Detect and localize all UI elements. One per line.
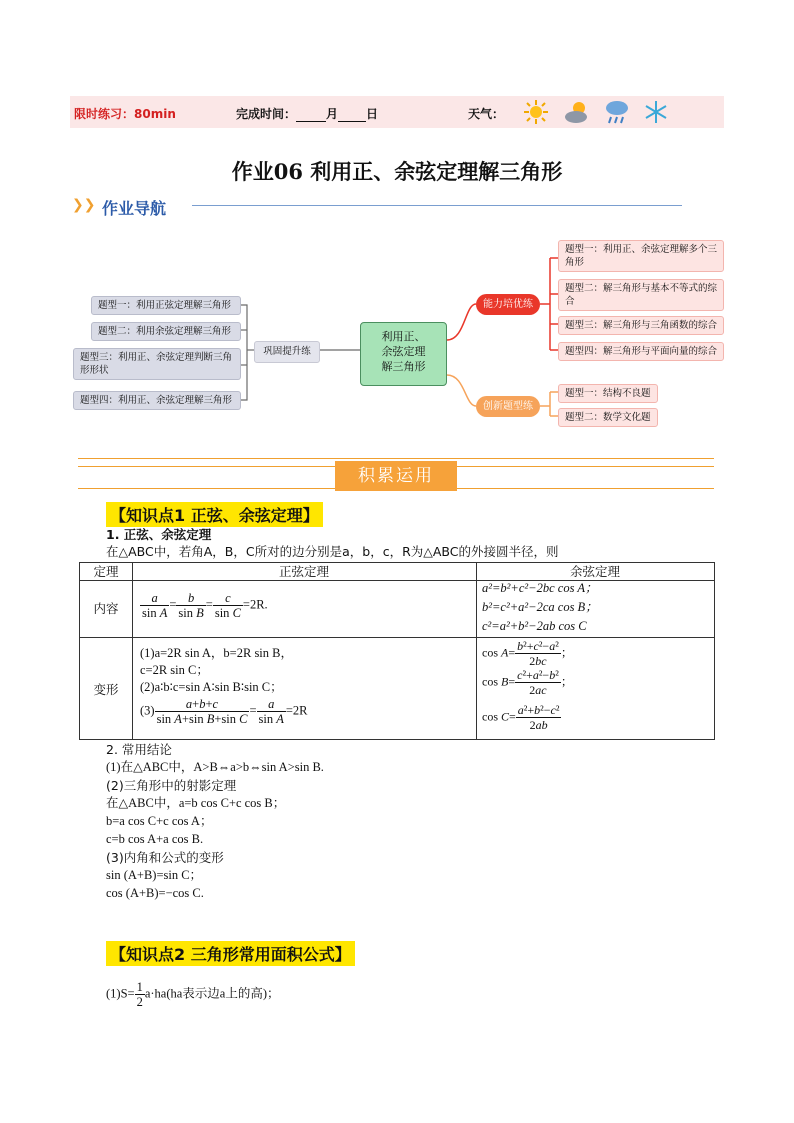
kp1-sub2: 2. 常用结论 xyxy=(106,742,172,757)
kp1-intro: 在△ABC中，若角A，B，C所对的边分别是a，b，c，R为△ABC的外接圆半径，则 xyxy=(106,544,559,559)
right-item-2: 题型二：解三角形与基本不等式的综合 xyxy=(558,279,724,311)
cosine-law-b: b²=c²+a²−2ca cos B； xyxy=(482,600,598,614)
cos-c-formula: cos C= $\frac{\text{a²+b²−c²}}{2ab}$ xyxy=(482,703,560,732)
weather-label: 天气： xyxy=(468,107,505,121)
right-item-6: 题型二：数学文化题 xyxy=(558,408,658,427)
conclusion-line-7: sin (A+B)=sin C； xyxy=(106,868,203,882)
center-node: 利用正、 余弦定理 解三角形 xyxy=(360,322,447,386)
sine-variant-1: (1)a=2R sin A，b=2R sin B， xyxy=(140,646,293,660)
branch-innovation: 创新题型练 xyxy=(476,396,540,417)
sine-law-formula: $\frac{a}{\text{sin A}}$ = $\frac{b}{\text{sin B}}$ = $\frac{c}{\text{sin C}}$ =2R. xyxy=(142,591,268,620)
snowflake-icon xyxy=(642,98,670,126)
left-item-2: 题型二：利用余弦定理解三角形 xyxy=(91,322,241,341)
row-label-variant: 变形 xyxy=(93,682,119,697)
right-item-5: 题型一：结构不良题 xyxy=(558,384,658,403)
conclusion-line-2: (2)三角形中的射影定理 xyxy=(106,778,237,793)
header-strip xyxy=(70,96,724,128)
conclusion-line-8: cos (A+B)=−cos C. xyxy=(106,886,204,900)
left-item-4: 题型四：利用正、余弦定理解三角形 xyxy=(73,391,241,410)
kp2-title: 【知识点2 三角形常用面积公式】 xyxy=(106,941,355,966)
cos-b-formula: cos B= $\frac{\text{c²+a²−b²}}{2ac}$ ； xyxy=(482,668,573,697)
area-formula-1: (1)S= $\frac{1}{2}$ a·ha(ha表示边a上的高)； xyxy=(106,980,280,1009)
nav-heading: 作业导航 xyxy=(102,199,167,218)
rain-icon xyxy=(602,98,632,126)
sine-variant-3: (3) $\frac{a+b+c}{\text{sin A+sin B+sin C}}$ = $\frac{a}{\text{sin A}}$ =2R xyxy=(140,697,308,726)
nav-divider xyxy=(192,205,682,206)
banner-line xyxy=(78,458,714,459)
branch-consolidate: 巩固提升练 xyxy=(254,341,320,363)
table-header-cosine: 余弦定理 xyxy=(569,564,620,579)
conclusion-line-1: (1)在△ABC中，A>B⇔a>b⇔sin A>sin B. xyxy=(106,760,324,774)
right-item-3: 题型三：解三角形与三角函数的综合 xyxy=(558,316,724,335)
row-label-content: 内容 xyxy=(93,601,119,616)
branch-ability: 能力培优练 xyxy=(476,294,540,315)
conclusion-line-6: (3)内角和公式的变形 xyxy=(106,850,224,865)
conclusion-line-4: b=a cos C+c cos A； xyxy=(106,814,213,828)
conclusion-line-3: 在△ABC中，a=b cos C+c cos B； xyxy=(106,796,286,810)
table-header-sine: 正弦定理 xyxy=(278,564,329,579)
nav-chevron-icon: ❯❯ xyxy=(72,197,96,213)
right-item-1: 题型一：利用正、余弦定理解多个三角形 xyxy=(558,240,724,272)
sun-icon xyxy=(522,98,550,126)
cosine-law-c: c²=a²+b²−2ab cos C xyxy=(482,619,587,633)
section-banner: 积累运用 xyxy=(335,461,457,491)
conclusion-line-5: c=b cos A+a cos B. xyxy=(106,832,204,846)
left-item-3: 题型三：利用正、余弦定理判断三角形形状 xyxy=(73,348,241,380)
table-header-theorem: 定理 xyxy=(93,564,119,579)
cosine-law-a: a²=b²+c²−2bc cos A； xyxy=(482,581,598,595)
cloudy-icon xyxy=(562,98,592,126)
left-item-1: 题型一：利用正弦定理解三角形 xyxy=(91,296,241,315)
time-limit: 限时练习：80min xyxy=(74,107,176,121)
right-item-4: 题型四：解三角形与平面向量的综合 xyxy=(558,342,724,361)
sine-variant-2: (2)a∶b∶c=sin A∶sin B∶sin C； xyxy=(140,680,283,694)
cos-a-formula: cos A= $\frac{\text{b²+c²−a²}}{2bc}$ ； xyxy=(482,639,573,668)
finish-time-label: 完成时间： 月 日 xyxy=(236,107,379,121)
theorem-table xyxy=(79,562,715,740)
sine-variant-1b: c=2R sin C； xyxy=(140,663,209,677)
kp1-sub1: 1. 正弦、余弦定理 xyxy=(106,527,212,542)
page-title: 作业06 利用正、余弦定理解三角形 xyxy=(231,159,563,184)
kp1-title: 【知识点1 正弦、余弦定理】 xyxy=(106,502,323,527)
